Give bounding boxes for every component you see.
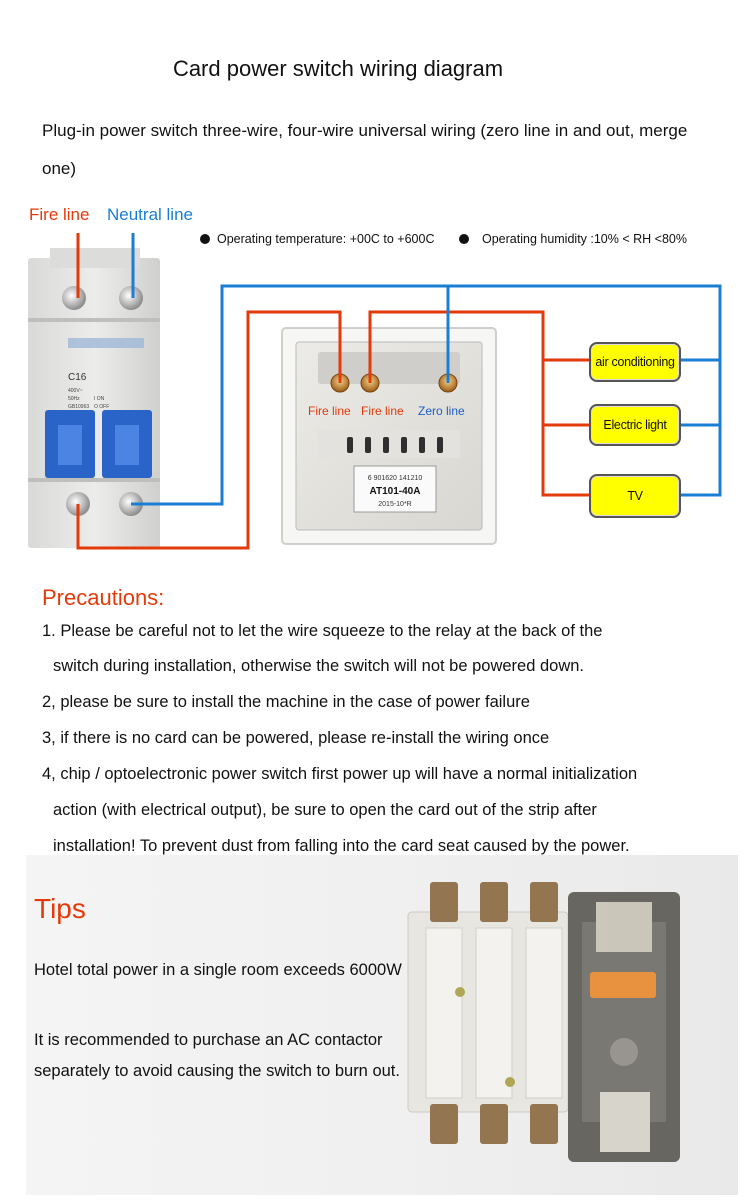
card-switch-module bbox=[282, 328, 496, 544]
breaker-text-3: GB10963 bbox=[68, 404, 90, 410]
terminal-label-fire-1: Fire line bbox=[308, 404, 351, 418]
temperature-spec-text: Operating temperature: +00C to +600C bbox=[217, 232, 435, 246]
switch-model: AT101-40A bbox=[369, 486, 421, 497]
precaution-line: 2, please be sure to install the machine in the case of power failure bbox=[42, 693, 530, 711]
intro-text: Plug-in power switch three-wire, four-wire universal wiring (zero line in and out, merge one) bbox=[42, 121, 688, 178]
page-title: Card power switch wiring diagram bbox=[172, 56, 504, 81]
tip-line: separately to avoid causing the switch to burn out. bbox=[34, 1062, 400, 1080]
breaker-text-2: 50Hz bbox=[68, 396, 80, 402]
switch-date: 2015-10*R bbox=[378, 501, 412, 508]
precaution-line: 1. Please be careful not to let the wire squeeze to the relay at the back of the bbox=[42, 622, 603, 640]
ac-contactor-image bbox=[400, 872, 700, 1172]
precaution-line: 3, if there is no card can be powered, please re-install the wiring once bbox=[42, 729, 550, 747]
appliance-air-conditioning: air conditioning bbox=[589, 342, 681, 382]
breaker-model: C16 bbox=[68, 372, 87, 383]
precaution-line: action (with electrical output), be sure to open the card out of the strip after bbox=[53, 801, 597, 819]
switch-barcode: 6 901620 141210 bbox=[367, 475, 423, 482]
terminal-label-zero: Zero line bbox=[418, 404, 465, 418]
precautions-title: Precautions: bbox=[42, 585, 165, 610]
screw-icon bbox=[62, 286, 86, 310]
screw-icon bbox=[119, 286, 143, 310]
tip-line: It is recommended to purchase an AC contactor bbox=[34, 1031, 383, 1049]
breaker-text-1: 400V~ bbox=[68, 388, 83, 394]
humidity-spec-text: Operating humidity :10% < RH <80% bbox=[482, 232, 687, 246]
tip-line: Hotel total power in a single room exceeds 6000W bbox=[34, 961, 402, 979]
appliance-tv: TV bbox=[589, 474, 681, 518]
breaker-on: I ON bbox=[94, 396, 105, 402]
terminal-label-fire-2: Fire line bbox=[361, 404, 404, 418]
precaution-line: switch during installation, otherwise the switch will not be powered down. bbox=[53, 657, 585, 675]
neutral-line-label: Neutral line bbox=[107, 205, 193, 224]
precaution-line: 4, chip / optoelectronic power switch first power up will have a normal initialization bbox=[42, 765, 638, 783]
appliance-electric-light: Electric light bbox=[589, 404, 681, 446]
breaker-off: O OFF bbox=[94, 404, 110, 410]
fire-line-label: Fire line bbox=[29, 205, 90, 224]
tips-title: Tips bbox=[34, 893, 86, 924]
precaution-line: installation! To prevent dust from falling into the card seat caused by the power. bbox=[53, 837, 630, 855]
